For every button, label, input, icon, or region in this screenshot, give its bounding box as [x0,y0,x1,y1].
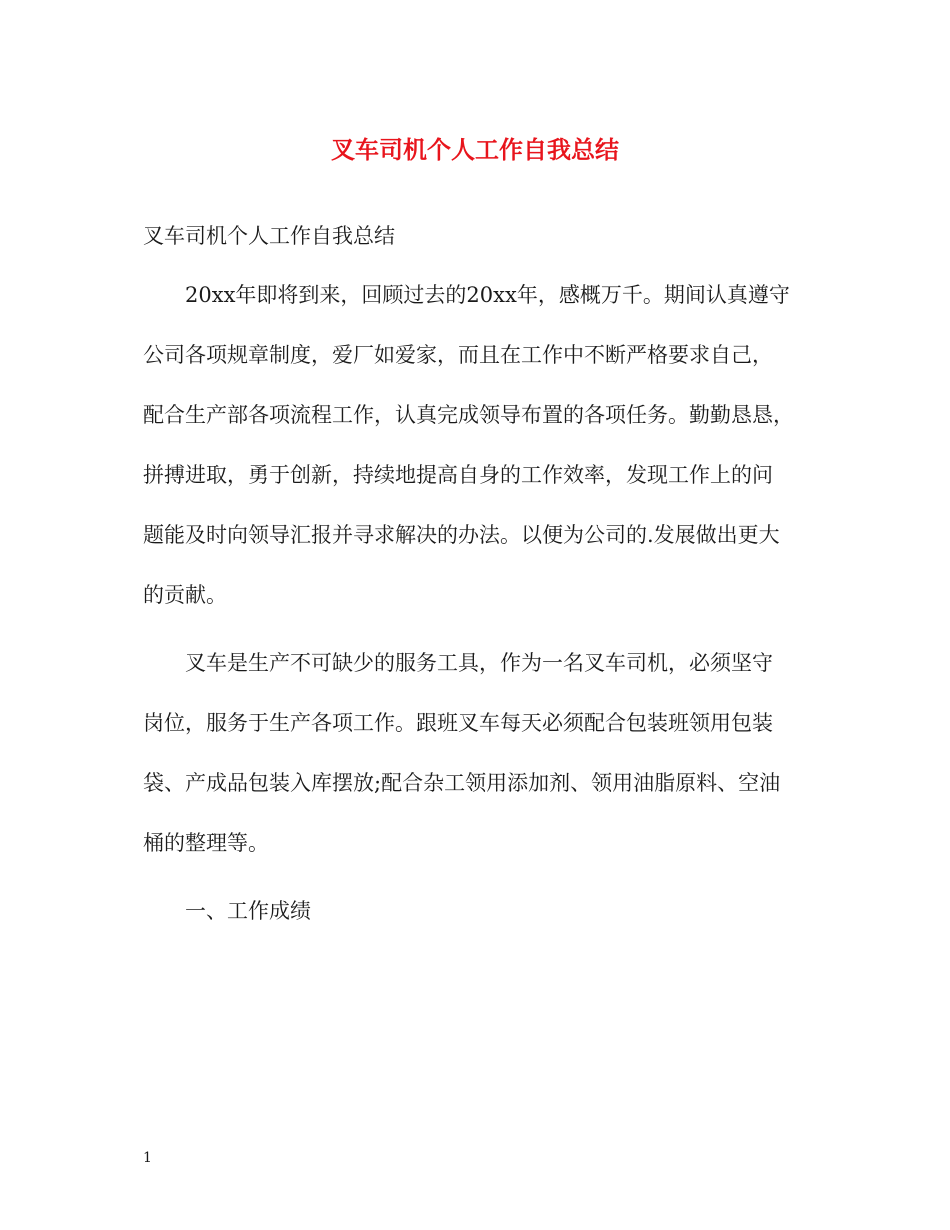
document-subtitle: 叉车司机个人工作自我总结 [143,224,395,248]
paragraph-line: 拼搏进取，勇于创新，持续地提高自身的工作效率，发现工作上的问 [143,463,773,487]
paragraph-line: 20xx年即将到来，回顾过去的20xx年，感概万千。期间认真遵守 [185,283,790,307]
paragraph-line: 配合生产部各项流程工作，认真完成领导布置的各项任务。勤勤恳恳， [143,403,794,427]
paragraph-line: 袋、产成品包装入库摆放;配合杂工领用添加剂、领用油脂原料、空油 [143,771,781,795]
page-number: 1 [143,1150,152,1166]
paragraph-line: 题能及时向领导汇报并寻求解决的办法。以便为公司的.发展做出更大 [143,523,780,547]
paragraph-line: 公司各项规章制度，爱厂如爱家，而且在工作中不断严格要求自己， [143,343,773,367]
paragraph-line: 岗位，服务于生产各项工作。跟班叉车每天必须配合包装班领用包装 [143,711,773,735]
paragraph-line: 叉车是生产不可缺少的服务工具，作为一名叉车司机，必须坚守 [185,651,773,675]
document-body [143,215,808,949]
document-title: 叉车司机个人工作自我总结 [331,136,619,164]
section-heading-text: 一、工作成绩 [185,899,311,923]
paragraph-1 [143,265,808,625]
section-heading [143,881,808,941]
paragraph-line: 的贡献。 [143,583,227,607]
paragraph-2 [143,633,808,873]
paragraph-line: 桶的整理等。 [143,831,269,855]
